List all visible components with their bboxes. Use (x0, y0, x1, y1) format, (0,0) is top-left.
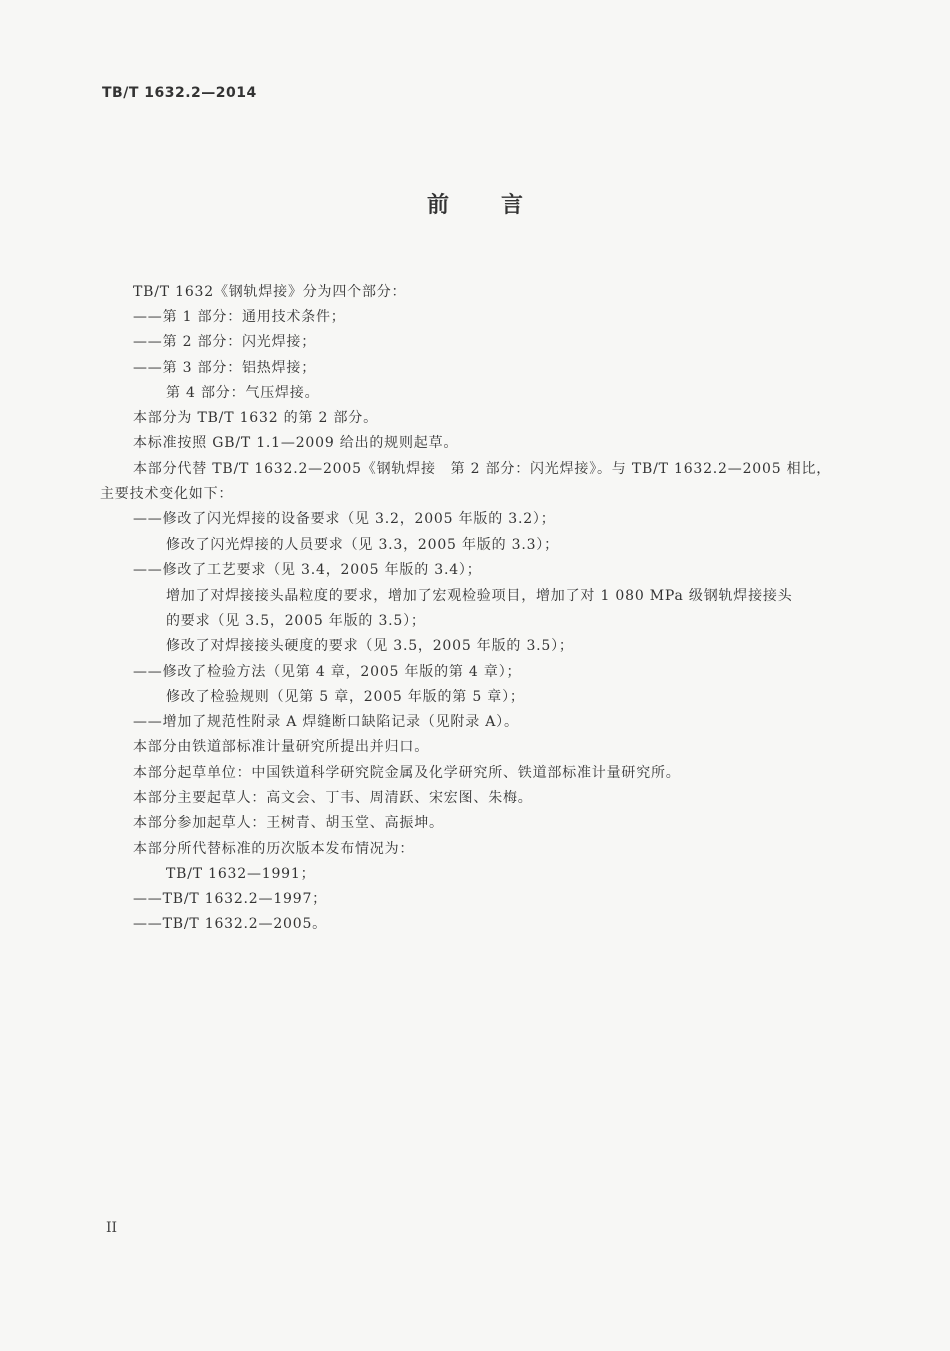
text-line: ——增加了规范性附录 A 焊缝断口缺陷记录（见附录 A）。 (133, 714, 519, 730)
text-line: ——修改了检验方法（见第 4 章，2005 年版的第 4 章）； (133, 664, 522, 680)
text-line: ——TB/T 1632.2—2005。 (133, 916, 327, 932)
text-line: 增加了对焊接接头晶粒度的要求，增加了宏观检验项目，增加了对 1 080 MPa 级钢轨焊接接头 (166, 588, 793, 604)
text-line: 修改了检验规则（见第 5 章，2005 年版的第 5 章）； (166, 689, 525, 705)
text-line: 本标准按照 GB/T 1.1—2009 给出的规则起草。 (133, 435, 459, 451)
text-line: TB/T 1632—1991； (166, 866, 316, 882)
text-line: 主要技术变化如下： (100, 486, 234, 502)
text-line: 本部分代替 TB/T 1632.2—2005《钢轨焊接 第 2 部分：闪光焊接》。与 TB/T 1632.2—2005 相比， (133, 461, 832, 477)
text-line: 本部分主要起草人：高文会、丁韦、周清跃、宋宏图、朱梅。 (133, 790, 533, 806)
text-line: ——修改了闪光焊接的设备要求（见 3.2，2005 年版的 3.2）； (133, 511, 556, 527)
text-line: 的要求（见 3.5，2005 年版的 3.5）； (166, 613, 426, 629)
text-line: ——修改了工艺要求（见 3.4，2005 年版的 3.4）； (133, 562, 482, 578)
text-line: 修改了闪光焊接的人员要求（见 3.3，2005 年版的 3.3）； (166, 537, 559, 553)
text-line: 本部分所代替标准的历次版本发布情况为： (133, 841, 415, 857)
text-line: 本部分由铁道部标准计量研究所提出并归口。 (133, 739, 429, 755)
text-line: 修改了对焊接接头硬度的要求（见 3.5，2005 年版的 3.5）； (166, 638, 574, 654)
text-line: ——第 2 部分：闪光焊接； (133, 334, 317, 350)
standard-number-header: TB/T 1632.2—2014 (102, 85, 257, 101)
text-line: TB/T 1632《钢轨焊接》分为四个部分： (133, 284, 407, 300)
text-line: ——TB/T 1632.2—1997； (133, 891, 327, 907)
page-number: II (106, 1220, 118, 1236)
text-line: 第 4 部分：气压焊接。 (166, 385, 320, 401)
text-line: 本部分起草单位：中国铁道科学研究院金属及化学研究所、铁道部标准计量研究所。 (133, 765, 681, 781)
page-title: 前言 (426, 193, 575, 218)
text-line: 本部分参加起草人：王树青、胡玉堂、高振坤。 (133, 815, 444, 831)
text-line: ——第 3 部分：铝热焊接； (133, 360, 317, 376)
text-line: ——第 1 部分：通用技术条件； (133, 309, 346, 325)
text-line: 本部分为 TB/T 1632 的第 2 部分。 (133, 410, 378, 426)
